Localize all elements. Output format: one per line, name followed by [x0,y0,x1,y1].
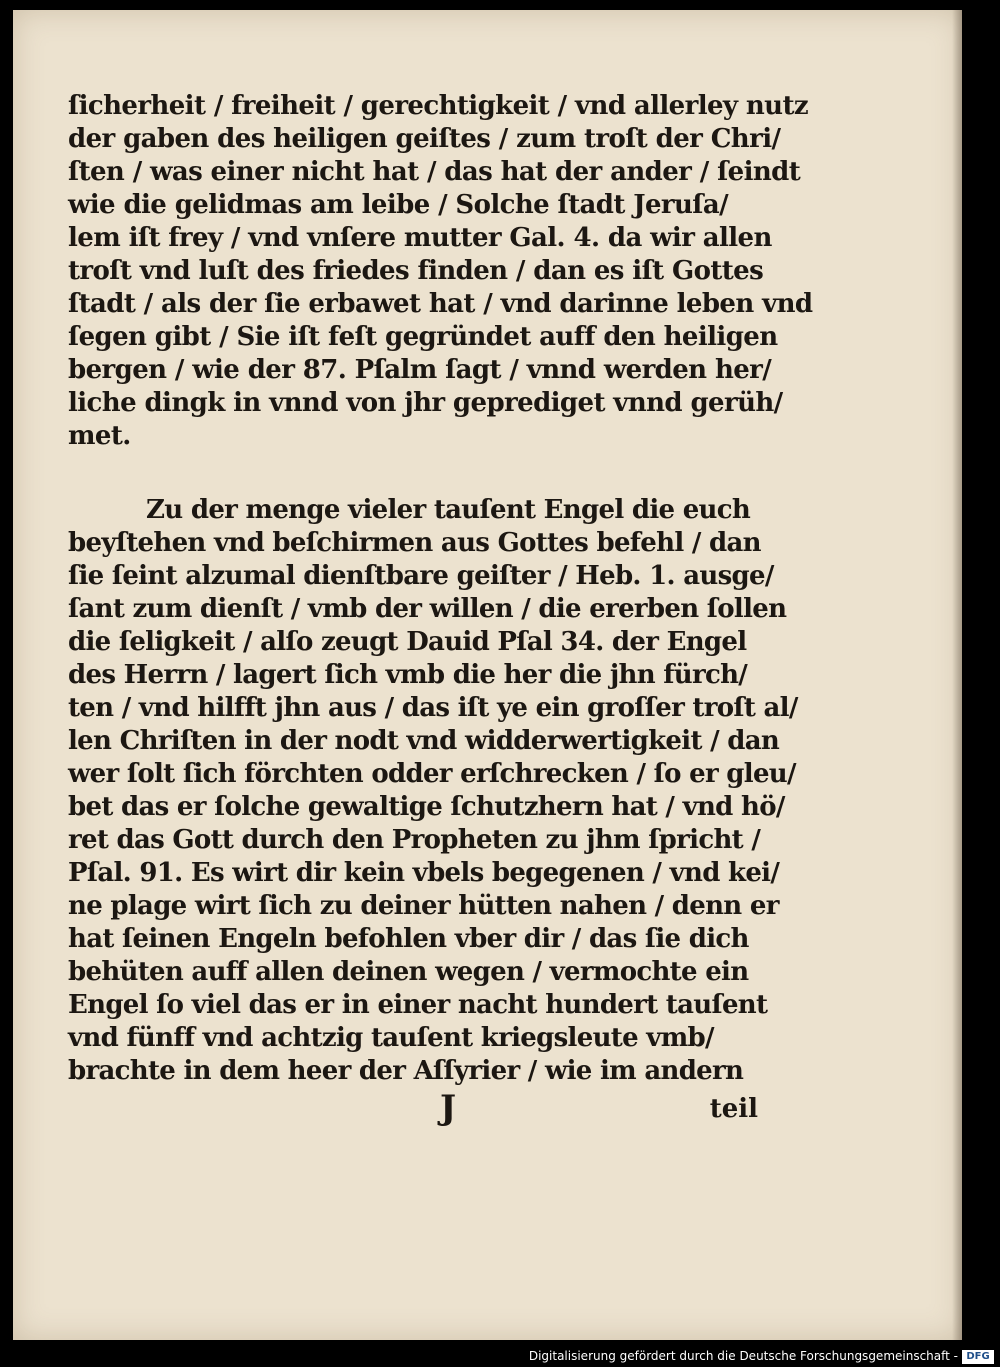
body-text [68,90,813,1088]
text-line: ten / vnd hilfft jhn aus / das iſt ye ein groſſer troſt al/ [68,693,798,723]
text-line: die ſeligkeit / alſo zeugt Dauid Pſal 34. der Engel [68,627,747,657]
text-line: beyſtehen vnd beſchirmen aus Gottes befehl / dan [68,528,761,558]
text-line: vnd fünff vnd achtzig tauſent kriegsleute vmb/ [68,1023,714,1053]
paragraph-1 [68,90,813,453]
text-line: liche dingk in vnnd von jhr geprediget vnnd gerüh/ [68,388,783,418]
text-line: ſicherheit / freiheit / gerechtigkeit / vnd allerley nutz [68,91,809,121]
text-line: lem iſt frey / vnd vnſere mutter Gal. 4. da wir allen [68,223,772,253]
text-line: Zu der menge vieler tauſent Engel die euch [146,495,751,525]
text-line: wer ſolt ſich förchten odder erſchrecken / ſo er gleu/ [68,759,796,789]
text-line: ret das Gott durch den Propheten zu jhm ſpricht / [68,825,761,855]
text-line: brachte in dem heer der Aſſyrier / wie im andern [68,1056,744,1086]
text-line: der gaben des heiligen geiſtes / zum troſt der Chri/ [68,124,781,154]
text-line: des Herrn / lagert ſich vmb die her die jhn fürch/ [68,660,748,690]
text-line: bet das er ſolche gewaltige ſchutzhern hat / vnd hö/ [68,792,785,822]
paragraph-2 [68,494,798,1088]
text-line: ſegen gibt / Sie iſt feſt gegründet auff den heiligen [68,322,778,352]
digitization-credit: Digitalisierung gefördert durch die Deutsche Forschungsgemeinschaft - [528,1349,958,1363]
text-line: behüten auff allen deinen wegen / vermochte ein [68,957,749,987]
text-line: bergen / wie der 87. Pſalm ſagt / vnnd werden her/ [68,355,772,385]
text-line: troſt vnd luſt des friedes finden / dan es iſt Gottes [68,256,764,286]
text-line: Pſal. 91. Es wirt dir kein vbels begegenen / vnd kei/ [68,858,780,888]
text-line: wie die gelidmas am leibe / Solche ſtadt Jeruſa/ [68,190,729,220]
text-line: Engel ſo viel das er in einer nacht hundert tauſent [68,990,768,1020]
dfg-logo: DFG [962,1350,994,1364]
text-line: met. [68,421,131,451]
book-page [13,10,962,1340]
text-line: ſten / was einer nicht hat / das hat der ander / ſeindt [68,157,801,187]
text-line: ſtadt / als der ſie erbawet hat / vnd darinne leben vnd [68,289,813,319]
text-line: len Chriſten in der nodt vnd widderwertigkeit / dan [68,726,780,756]
text-line: ſant zum dienſt / vmb der willen / die ererben ſollen [68,594,787,624]
text-line: ſie ſeint alzumal dienſtbare geiſter / Heb. 1. ausge/ [68,561,774,591]
page-footer [68,1088,758,1128]
signature-mark: J [440,1088,457,1128]
text-line: hat ſeinen Engeln befohlen vber dir / das ſie dich [68,924,749,954]
catchword: teil [709,1094,758,1124]
text-line: ne plage wirt ſich zu deiner hütten nahen / denn er [68,891,779,921]
